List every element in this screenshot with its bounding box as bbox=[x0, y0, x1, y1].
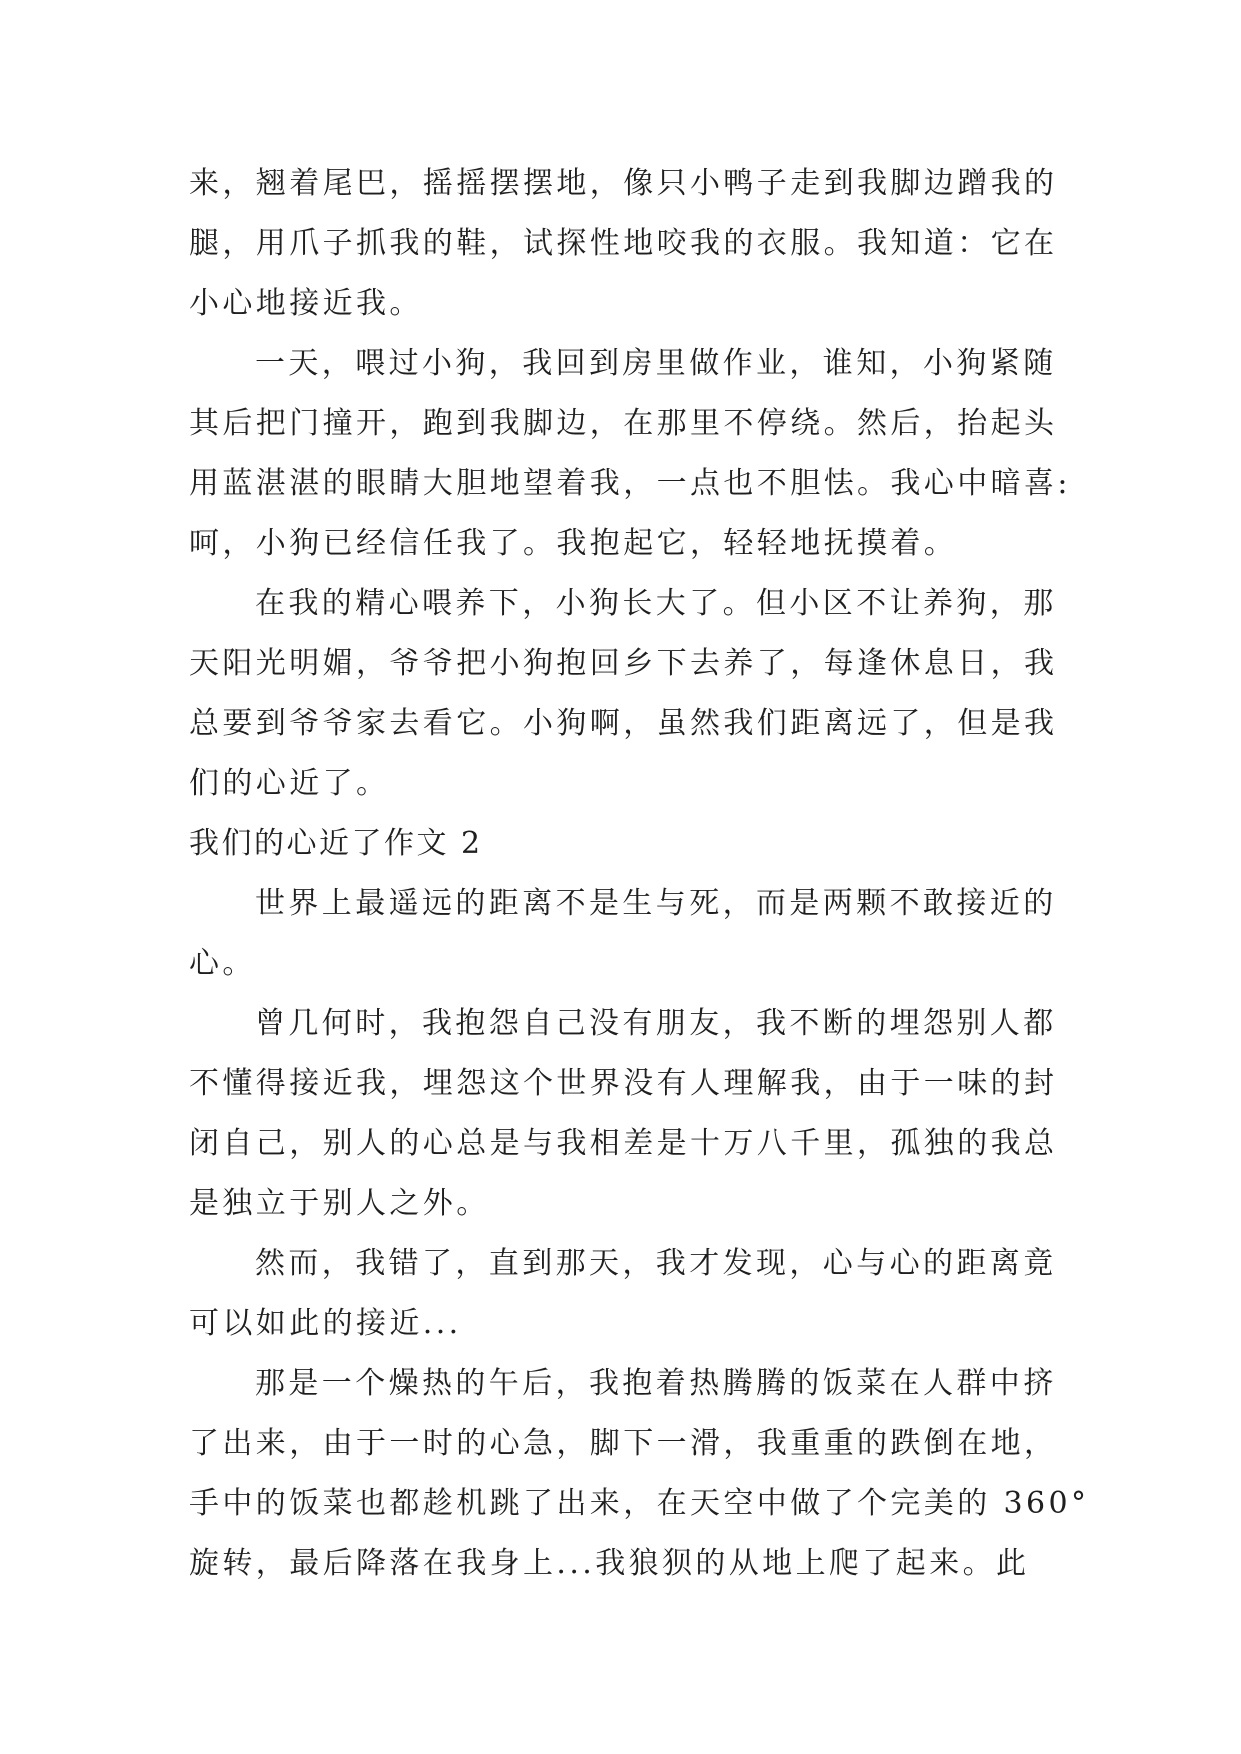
paragraph-first-line: 世界上最遥远的距离不是生与死，而是两颗不敢接近的 bbox=[255, 886, 1057, 921]
paragraph-first-line: 那是一个燥热的午后，我抱着热腾腾的饭菜在人群中挤 bbox=[255, 1366, 1057, 1401]
document-body bbox=[189, 154, 1090, 1594]
text-line: 用蓝湛湛的眼睛大胆地望着我，一点也不胆怯。我心中暗喜: bbox=[189, 466, 1071, 501]
text-line: 旋转，最后降落在我身上...我狼狈的从地上爬了起来。此 bbox=[189, 1546, 1030, 1581]
text-line: 不懂得接近我，埋怨这个世界没有人理解我，由于一味的封 bbox=[189, 1066, 1058, 1101]
text-line: 可以如此的接近... bbox=[189, 1306, 462, 1341]
text-line: 了出来，由于一时的心急，脚下一滑，我重重的跌倒在地， bbox=[189, 1426, 1058, 1461]
text-line: 心。 bbox=[189, 946, 256, 981]
text-line: 是独立于别人之外。 bbox=[189, 1186, 490, 1221]
text-line: 手中的饭菜也都趁机跳了出来，在天空中做了个完美的 360° bbox=[189, 1486, 1090, 1521]
text-line: 天阳光明媚，爷爷把小狗抱回乡下去养了，每逢休息日，我 bbox=[189, 646, 1058, 681]
text-line: 呵，小狗已经信任我了。我抱起它，轻轻地抚摸着。 bbox=[189, 526, 958, 561]
paragraph-first-line: 曾几何时，我抱怨自己没有朋友，我不断的埋怨别人都 bbox=[255, 1006, 1057, 1041]
section-heading: 我们的心近了作文 2 bbox=[189, 826, 483, 861]
text-line: 们的心近了。 bbox=[189, 766, 390, 801]
paragraph-first-line: 在我的精心喂养下，小狗长大了。但小区不让养狗，那 bbox=[255, 586, 1057, 621]
paragraph-first-line: 然而，我错了，直到那天，我才发现，心与心的距离竟 bbox=[255, 1246, 1057, 1281]
text-line: 总要到爷爷家去看它。小狗啊，虽然我们距离远了，但是我 bbox=[189, 706, 1058, 741]
text-line: 来，翘着尾巴，摇摇摆摆地，像只小鸭子走到我脚边蹭我的 bbox=[189, 166, 1058, 201]
text-line: 闭自己，别人的心总是与我相差是十万八千里，孤独的我总 bbox=[189, 1126, 1058, 1161]
text-line: 腿，用爪子抓我的鞋，试探性地咬我的衣服。我知道：它在 bbox=[189, 226, 1058, 261]
text-line: 小心地接近我。 bbox=[189, 286, 423, 321]
paragraph-first-line: 一天，喂过小狗，我回到房里做作业，谁知，小狗紧随 bbox=[255, 346, 1057, 381]
text-line: 其后把门撞开，跑到我脚边，在那里不停绕。然后，抬起头 bbox=[189, 406, 1058, 441]
